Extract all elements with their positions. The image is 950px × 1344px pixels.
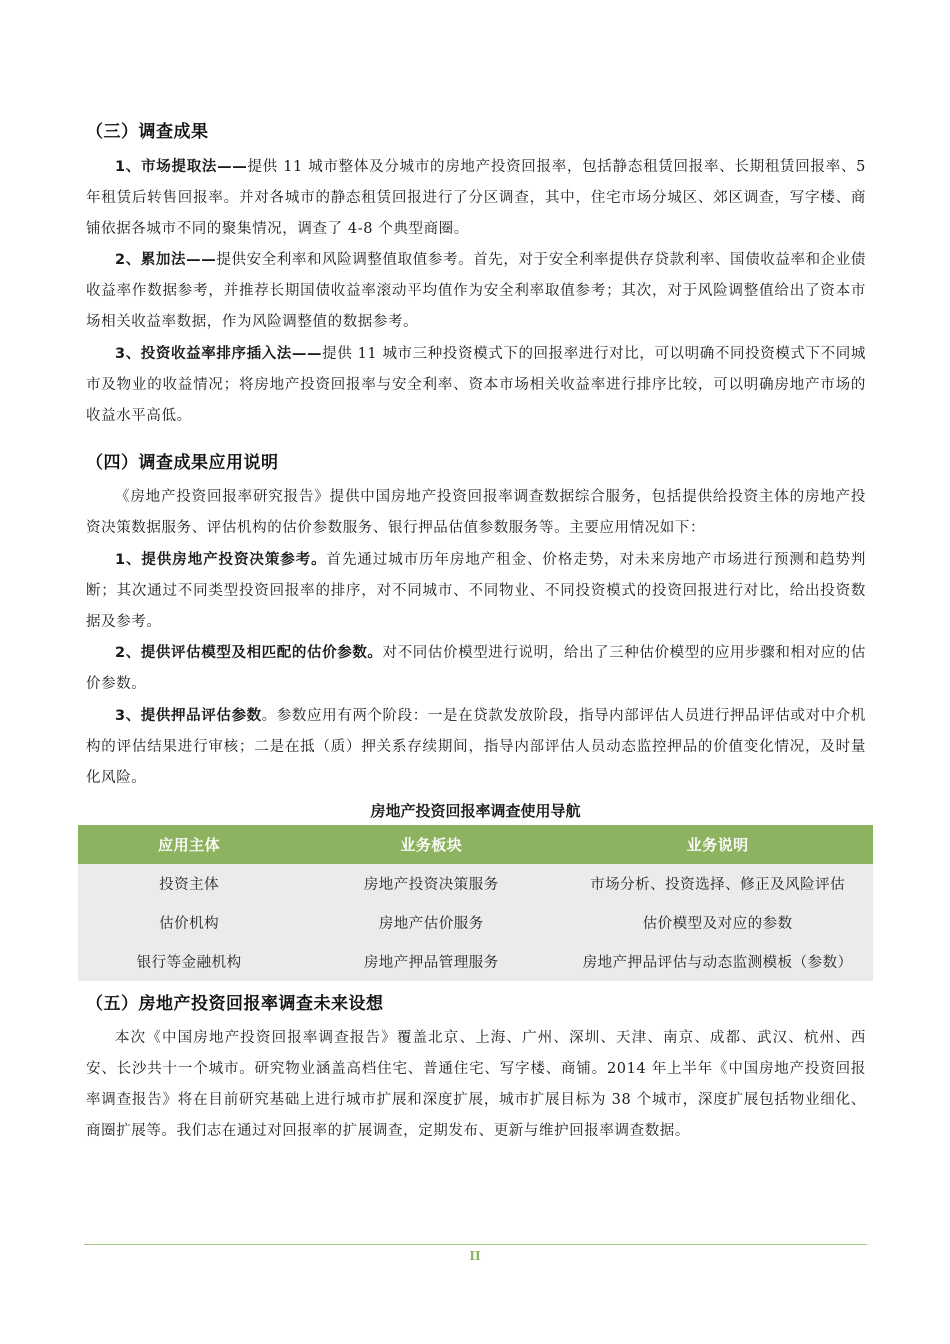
table-row — [78, 864, 873, 903]
s4-item-3 — [86, 701, 866, 794]
table-header-cell: 业务板块 — [300, 825, 562, 864]
section-5-heading: （五）房地产投资回报率调查未来设想 — [86, 994, 384, 1014]
table-cell: 房地产押品管理服务 — [300, 942, 562, 981]
s4-item-1 — [86, 545, 866, 638]
table-header-cell: 业务说明 — [562, 825, 873, 864]
table-cell: 估价机构 — [78, 903, 300, 942]
s4-item-2-title: 2、提供评估模型及相匹配的估价参数。 — [115, 645, 383, 661]
table-row — [78, 942, 873, 981]
s3-item-3-text: 提供 11 城市三种投资模式下的回报率进行对比，可以明确不同投资模式下不同城市及物业的收益情况；将房地产投资回报率与安全利率、资本市场相关收益率进行排序比较，可以明确房地产市场的收益水平高低。 — [86, 346, 866, 424]
table-cell: 银行等金融机构 — [78, 942, 300, 981]
s4-item-1-title: 1、提供房地产投资决策参考。 — [115, 552, 327, 568]
s3-item-2 — [86, 245, 866, 338]
table-row — [78, 903, 873, 942]
table-title: 房地产投资回报率调查使用导航 — [370, 802, 581, 820]
table-header-cell: 应用主体 — [78, 825, 300, 864]
page-number: II — [469, 1249, 481, 1263]
s3-item-2-text: 提供安全利率和风险调整值取值参考。首先，对于安全利率提供存贷款利率、国债收益率和企业债收益率作数据参考，并推荐长期国债收益率滚动平均值作为安全利率取值参考；其次，对于风险调整值给出了资本市场相关收益率数据，作为风险调整值的数据参考。 — [86, 252, 867, 330]
navigation-table — [78, 825, 873, 981]
s4-item-3-text: 。参数应用有两个阶段：一是在贷款发放阶段，指导内部评估人员进行押品评估或对中介机构的评估结果进行审核；二是在抵（质）押关系存续期间，指导内部评估人员动态监控押品的价值变化情况，及时量化风险。 — [86, 708, 866, 786]
section-4-heading: （四）调查成果应用说明 — [86, 453, 279, 473]
footer-divider — [84, 1244, 867, 1245]
s3-item-1-text: 提供 11 城市整体及分城市的房地产投资回报率，包括静态租赁回报率、长期租赁回报率、5 年租赁后转售回报率。并对各城市的静态租赁回报进行了分区调查，其中，住宅市场分城区、郊区调查，写字楼、商铺依据各城市不同的聚集情况，调查了 4-8 个典型商圈。 — [86, 159, 866, 237]
table-cell: 房地产估价服务 — [300, 903, 562, 942]
table-header-row — [78, 825, 873, 864]
table-cell: 投资主体 — [78, 864, 300, 903]
table-cell: 房地产押品评估与动态监测模板（参数） — [562, 942, 873, 981]
s3-item-1-title: 1、市场提取法—— — [115, 159, 248, 175]
table-cell: 估价模型及对应的参数 — [562, 903, 873, 942]
s3-item-3 — [86, 339, 866, 432]
s5-text: 本次《中国房地产投资回报率调查报告》覆盖北京、上海、广州、深圳、天津、南京、成都、武汉、杭州、西安、长沙共十一个城市。研究物业涵盖高档住宅、普通住宅、写字楼、商铺。2014 年上半年《中国房地产投资回报率调查报告》将在目前研究基础上进行城市扩展和深度扩展，城市扩展目标为 38 个城市，深度扩展包括物业细化、商圈扩展等。我们志在通过对回报率的扩展调查，定期发布、更新与维护回报率调查数据。 — [86, 1030, 866, 1139]
s4-item-2 — [86, 638, 866, 700]
s4-item-1-text: 首先通过城市历年房地产租金、价格走势，对未来房地产市场进行预测和趋势判断；其次通过不同类型投资回报率的排序，对不同城市、不同物业、不同投资模式的投资回报进行对比，给出投资数据及参考。 — [86, 552, 866, 630]
section-3-heading: （三）调查成果 — [86, 122, 209, 142]
s4-intro: 《房地产投资回报率研究报告》提供中国房地产投资回报率调查数据综合服务，包括提供给投资主体的房地产投资决策数据服务、评估机构的估价参数服务、银行押品估值参数服务等。主要应用情况如下： — [86, 489, 866, 536]
s3-item-2-title: 2、累加法—— — [115, 252, 217, 268]
table-cell: 市场分析、投资选择、修正及风险评估 — [562, 864, 873, 903]
s4-item-2-text: 对不同估价模型进行说明，给出了三种估价模型的应用步骤和相对应的估价参数。 — [86, 645, 867, 692]
s4-item-3-title: 3、提供押品评估参数 — [115, 708, 262, 724]
s3-item-3-title: 3、投资收益率排序插入法—— — [115, 346, 323, 362]
table-cell: 房地产投资决策服务 — [300, 864, 562, 903]
s3-item-1 — [86, 152, 866, 245]
